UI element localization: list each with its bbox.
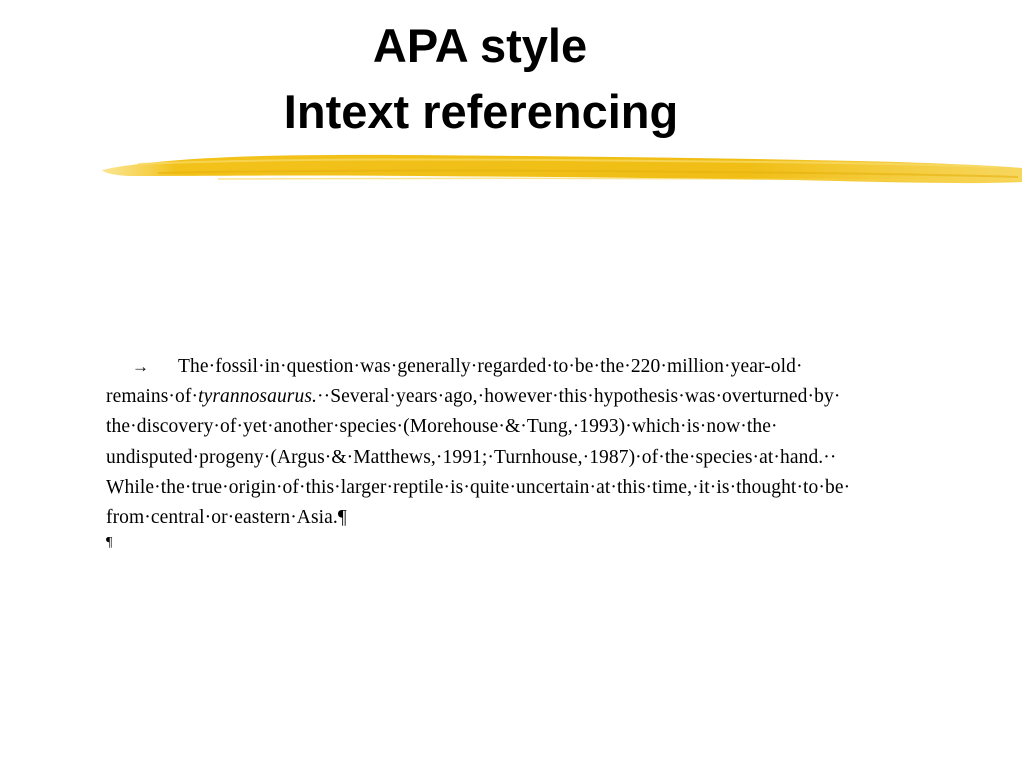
excerpt-line-2-pre: remains·of· [106,386,199,408]
document-excerpt [106,352,966,553]
excerpt-line-3: the·discovery·of·yet·another·species·(Morehouse·&·Tung,·1993)·which·is·now·the· [106,416,778,438]
excerpt-line-6: from·central·or·eastern·Asia.¶ [106,507,347,529]
slide-title-line-1: APA style [372,19,588,72]
excerpt-line-4: undisputed·progeny·(Argus·&·Matthews,·1991;·Turnhouse,·1987)·of·the·species·at·hand.·· [106,446,837,468]
slide-title-line-2: Intext referencing [283,85,679,138]
excerpt-line-2 [106,382,966,412]
yellow-brush-stroke-divider [98,146,1024,190]
excerpt-line-2-post: ··Several·years·ago,·however·this·hypothesis·was·overturned·by· [317,386,841,408]
excerpt-species-name: tyrannosaurus. [198,386,318,408]
excerpt-line-5: While·the·true·origin·of·this·larger·reptile·is·quite·uncertain·at·this·time,·it·is·thought·to·be· [106,476,851,498]
excerpt-line-1-text: The·fossil·in·question·was·generally·regarded·to·be·the·220·million·year-old· [178,356,803,377]
excerpt-empty-paragraph-mark: ¶ [106,535,113,551]
tab-arrow-icon: → [132,357,150,376]
excerpt-line-1 [106,352,966,382]
